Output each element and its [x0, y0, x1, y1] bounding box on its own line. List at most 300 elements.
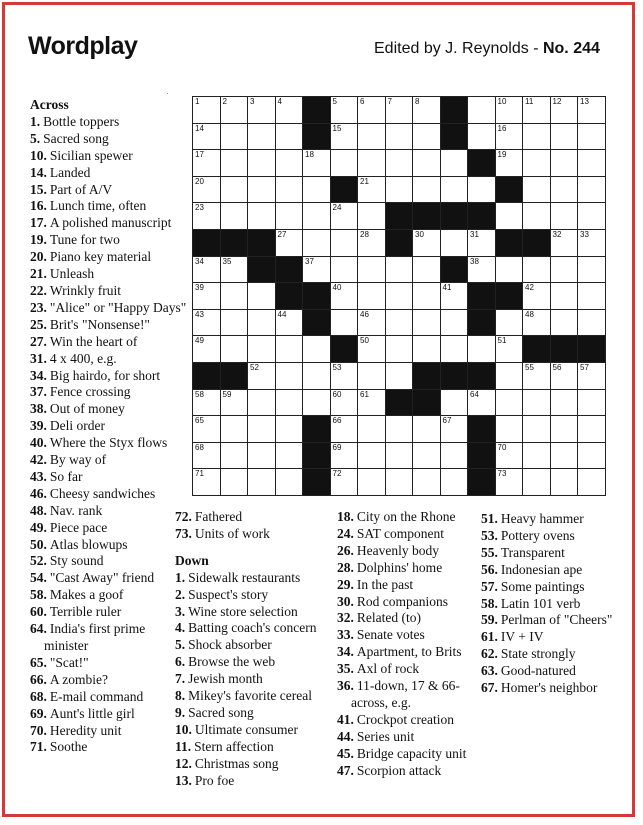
clue-number: 20.: [30, 249, 47, 265]
black-square: [330, 335, 359, 363]
grid-cell[interactable]: [577, 415, 606, 443]
clue-number: 56.: [481, 561, 498, 577]
grid-cell[interactable]: [495, 389, 524, 417]
grid-cell[interactable]: [550, 389, 579, 417]
clue-item: [30, 570, 190, 587]
grid-cell[interactable]: [192, 123, 221, 151]
clue-number: 68.: [30, 688, 47, 704]
grid-cell[interactable]: [495, 256, 524, 284]
grid-cell[interactable]: [440, 335, 469, 363]
clue-item: [30, 266, 190, 283]
grid-cell[interactable]: [275, 229, 304, 257]
cell-number: 35: [222, 256, 232, 266]
clue-text: 4 x 400, e.g.: [49, 350, 117, 366]
clue-item: [337, 729, 477, 746]
grid-cell[interactable]: [412, 96, 441, 124]
cell-number: 21: [360, 176, 369, 186]
grid-cell[interactable]: [330, 282, 359, 310]
grid-cell[interactable]: [577, 282, 606, 310]
cell-number: 55: [525, 363, 534, 372]
grid-cell[interactable]: [275, 123, 304, 151]
grid-cell[interactable]: [357, 468, 386, 496]
grid-cell[interactable]: [495, 309, 524, 337]
clue-item: [30, 706, 190, 723]
black-square: [275, 256, 304, 284]
grid-cell[interactable]: [385, 149, 414, 177]
clue-number: 14.: [30, 164, 47, 180]
clue-text: Related (to): [356, 610, 421, 626]
black-square: [302, 309, 331, 337]
grid-cell[interactable]: [330, 362, 359, 390]
clue-text: Where the Styx flows: [49, 435, 168, 451]
grid-cell[interactable]: [467, 123, 496, 151]
grid-cell[interactable]: [440, 149, 469, 177]
grid-cell[interactable]: [495, 202, 524, 230]
black-square: [467, 202, 496, 230]
grid-cell[interactable]: [385, 362, 414, 390]
grid-cell[interactable]: [330, 149, 359, 177]
grid-cell[interactable]: [330, 309, 359, 337]
grid-cell[interactable]: [522, 123, 551, 151]
grid-cell[interactable]: [577, 149, 606, 177]
clue-number: 16.: [30, 198, 47, 214]
clue-item: [337, 678, 477, 712]
grid-cell[interactable]: [357, 415, 386, 443]
grid-cell[interactable]: [412, 229, 441, 257]
clue-item: [175, 620, 335, 637]
grid-cell[interactable]: [385, 309, 414, 337]
clue-text: Pro foe: [194, 772, 235, 788]
grid-cell[interactable]: [247, 415, 276, 443]
grid-cell[interactable]: [192, 415, 221, 443]
clue-number: 48.: [30, 502, 47, 518]
cell-number: 23: [195, 203, 204, 213]
grid-cell[interactable]: [522, 256, 551, 284]
grid-cell[interactable]: [495, 442, 524, 470]
grid-cell[interactable]: [302, 229, 331, 257]
grid-cell[interactable]: [550, 256, 579, 284]
grid-cell[interactable]: [522, 468, 551, 496]
grid-cell[interactable]: [192, 256, 221, 284]
grid-cell[interactable]: [247, 309, 276, 337]
clue-number: 28.: [337, 559, 354, 575]
grid-cell[interactable]: [220, 123, 249, 151]
clue-number: 17.: [30, 215, 47, 231]
grid-cell[interactable]: [412, 123, 441, 151]
clue-text: Deli order: [49, 418, 105, 434]
grid-cell[interactable]: [550, 468, 579, 496]
black-square: [440, 362, 469, 390]
grid-cell[interactable]: [577, 229, 606, 257]
grid-cell[interactable]: [275, 442, 304, 470]
grid-cell[interactable]: [302, 362, 331, 390]
clue-text: Cheesy sandwiches: [49, 485, 156, 501]
grid-cell[interactable]: [330, 123, 359, 151]
grid-cell[interactable]: [577, 256, 606, 284]
grid-cell[interactable]: [192, 202, 221, 230]
grid-cell[interactable]: [550, 229, 579, 257]
clue-number: 73.: [175, 525, 192, 541]
grid-cell[interactable]: [522, 309, 551, 337]
grid-cell[interactable]: [357, 362, 386, 390]
cell-number: 37: [305, 256, 314, 266]
black-square: [385, 202, 414, 230]
grid-cell[interactable]: [467, 176, 496, 204]
grid-cell[interactable]: [550, 309, 579, 337]
black-square: [522, 335, 551, 363]
grid-cell[interactable]: [247, 176, 276, 204]
grid-cell[interactable]: [522, 202, 551, 230]
grid-cell[interactable]: [385, 442, 414, 470]
clue-item: [30, 334, 190, 351]
clue-text: Dolphins' home: [356, 559, 443, 575]
grid-cell[interactable]: [440, 415, 469, 443]
clue-text: Heredity unit: [49, 722, 122, 738]
grid-cell[interactable]: [275, 309, 304, 337]
grid-cell[interactable]: [577, 362, 606, 390]
clue-item: [481, 511, 626, 528]
clue-text: City on the Rhone: [356, 509, 456, 524]
grid-cell[interactable]: [220, 202, 249, 230]
grid-cell[interactable]: [247, 335, 276, 363]
grid-cell[interactable]: [302, 389, 331, 417]
cell-number: 58: [195, 389, 204, 399]
clues-column-2: [175, 509, 335, 790]
clue-item: [175, 756, 335, 773]
clue-number: 71.: [30, 739, 47, 755]
cell-number: 38: [470, 256, 479, 266]
grid-cell[interactable]: [550, 415, 579, 443]
black-square: [412, 362, 441, 390]
issue-number: No. 244: [542, 40, 600, 57]
clue-number: 63.: [481, 663, 498, 679]
grid-cell[interactable]: [330, 442, 359, 470]
grid-cell[interactable]: [495, 123, 524, 151]
grid-cell[interactable]: [220, 96, 249, 124]
grid-cell[interactable]: [357, 442, 386, 470]
grid-cell[interactable]: [220, 335, 249, 363]
grid-cell[interactable]: [412, 415, 441, 443]
grid-cell[interactable]: [247, 389, 276, 417]
clue-item: [481, 680, 626, 697]
grid-cell[interactable]: [330, 256, 359, 284]
cell-number: 69: [332, 442, 342, 452]
grid-cell[interactable]: [385, 468, 414, 496]
grid-cell[interactable]: [357, 389, 386, 417]
grid-cell[interactable]: [220, 415, 249, 443]
clue-text: Apartment, to Brits: [356, 644, 462, 660]
grid-cell[interactable]: [192, 309, 221, 337]
grid-cell[interactable]: [357, 176, 386, 204]
cell-number: 12: [552, 97, 562, 106]
cell-number: 28: [360, 230, 369, 239]
clue-text: Christmas song: [194, 755, 279, 771]
clue-number: 62.: [481, 646, 498, 662]
grid-cell[interactable]: [357, 202, 386, 230]
grid-cell[interactable]: [522, 149, 551, 177]
clue-item: [481, 646, 626, 663]
grid-cell[interactable]: [247, 362, 276, 390]
grid-cell[interactable]: [550, 202, 579, 230]
cell-number: 16: [497, 123, 507, 133]
clue-text: Stern affection: [194, 738, 274, 754]
black-square: [192, 229, 221, 257]
grid-cell[interactable]: [440, 309, 469, 337]
black-square: [302, 96, 331, 124]
grid-cell[interactable]: [357, 335, 386, 363]
grid-cell[interactable]: [220, 468, 249, 496]
grid-cell[interactable]: [522, 176, 551, 204]
clue-number: 13.: [175, 772, 192, 788]
grid-cell[interactable]: [577, 96, 606, 124]
clue-number: 18.: [337, 509, 354, 524]
clue-text: In the past: [356, 576, 414, 592]
cell-number: 19: [497, 150, 507, 160]
grid-cell[interactable]: [385, 96, 414, 124]
grid-cell[interactable]: [330, 96, 359, 124]
clue-item: [30, 215, 190, 232]
grid-cell[interactable]: [550, 362, 579, 390]
grid-cell[interactable]: [385, 335, 414, 363]
black-square: [495, 229, 524, 257]
clue-item: [30, 368, 190, 385]
grid-cell[interactable]: [522, 389, 551, 417]
grid-cell[interactable]: [440, 468, 469, 496]
grid-cell[interactable]: [357, 96, 386, 124]
grid-cell[interactable]: [302, 149, 331, 177]
clue-text: Landed: [49, 164, 91, 180]
clue-text: Part of A/V: [49, 181, 113, 197]
clue-number: 11.: [175, 738, 192, 754]
clue-item: [30, 232, 190, 249]
grid-cell[interactable]: [385, 256, 414, 284]
black-square: [467, 362, 496, 390]
clue-number: 58.: [481, 595, 498, 611]
grid-cell[interactable]: [330, 389, 359, 417]
black-square: [440, 256, 469, 284]
clue-item: [30, 148, 190, 165]
grid-cell[interactable]: [412, 309, 441, 337]
grid-cell[interactable]: [330, 202, 359, 230]
grid-cell[interactable]: [550, 282, 579, 310]
grid-cell[interactable]: [577, 123, 606, 151]
grid-cell[interactable]: [357, 149, 386, 177]
grid-cell[interactable]: [247, 123, 276, 151]
grid-cell[interactable]: [550, 123, 579, 151]
grid-cell[interactable]: [522, 96, 551, 124]
grid-cell[interactable]: [467, 335, 496, 363]
cell-number: 60: [332, 389, 342, 399]
grid-cell[interactable]: [220, 309, 249, 337]
grid-cell[interactable]: [467, 96, 496, 124]
grid-cell[interactable]: [522, 442, 551, 470]
clue-item: [30, 198, 190, 215]
grid-cell[interactable]: [330, 415, 359, 443]
grid-cell[interactable]: [440, 442, 469, 470]
black-square: [467, 282, 496, 310]
clue-item: [30, 182, 190, 199]
grid-cell[interactable]: [550, 96, 579, 124]
grid-cell[interactable]: [495, 415, 524, 443]
clue-text: Suspect's story: [188, 586, 269, 602]
grid-cell[interactable]: [577, 442, 606, 470]
black-square: [302, 415, 331, 443]
grid-cell[interactable]: [275, 149, 304, 177]
clue-number: 10.: [175, 721, 192, 737]
grid-cell[interactable]: [495, 468, 524, 496]
grid-cell[interactable]: [440, 282, 469, 310]
grid-cell[interactable]: [522, 362, 551, 390]
grid-cell[interactable]: [495, 96, 524, 124]
clue-item: [30, 131, 190, 148]
grid-cell[interactable]: [412, 256, 441, 284]
clue-item: [337, 509, 477, 526]
grid-cell[interactable]: [275, 415, 304, 443]
grid-cell[interactable]: [192, 282, 221, 310]
clue-item: [175, 688, 335, 705]
grid-cell[interactable]: [357, 256, 386, 284]
grid-cell[interactable]: [275, 468, 304, 496]
grid-cell[interactable]: [495, 362, 524, 390]
grid-cell[interactable]: [440, 229, 469, 257]
grid-cell[interactable]: [577, 389, 606, 417]
clue-number: 9.: [175, 704, 186, 720]
down-heading: Down: [175, 552, 209, 568]
grid-cell[interactable]: [247, 96, 276, 124]
clue-text: Ultimate consumer: [194, 721, 298, 737]
grid-cell[interactable]: [577, 176, 606, 204]
clue-number: 60.: [30, 604, 47, 620]
grid-cell[interactable]: [275, 96, 304, 124]
grid-cell[interactable]: [577, 309, 606, 337]
grid-cell[interactable]: [192, 335, 221, 363]
grid-cell[interactable]: [192, 149, 221, 177]
black-square: [302, 442, 331, 470]
grid-cell[interactable]: [357, 282, 386, 310]
clue-text: Pottery ovens: [500, 527, 575, 543]
grid-cell[interactable]: [467, 389, 496, 417]
grid-cell[interactable]: [522, 282, 551, 310]
grid-cell[interactable]: [220, 176, 249, 204]
grid-cell[interactable]: [440, 176, 469, 204]
grid-cell[interactable]: [275, 202, 304, 230]
grid-cell[interactable]: [550, 149, 579, 177]
grid-cell[interactable]: [495, 149, 524, 177]
cell-number: 65: [195, 416, 204, 426]
clue-text: Heavenly body: [356, 542, 439, 558]
grid-cell[interactable]: [247, 442, 276, 470]
clue-text: Brit's "Nonsense!": [49, 316, 150, 332]
clue-text: Latin 101 verb: [500, 595, 581, 611]
cell-number: 7: [387, 97, 392, 106]
grid-cell[interactable]: [495, 335, 524, 363]
grid-cell[interactable]: [412, 335, 441, 363]
cell-number: 32: [552, 230, 562, 239]
grid-cell[interactable]: [220, 282, 249, 310]
clue-number: 10.: [30, 147, 47, 163]
grid-cell[interactable]: [467, 256, 496, 284]
grid-cell[interactable]: [357, 123, 386, 151]
grid-cell[interactable]: [302, 256, 331, 284]
clue-item: [337, 526, 477, 543]
cell-number: 57: [580, 363, 589, 372]
grid-cell[interactable]: [247, 468, 276, 496]
grid-cell[interactable]: [412, 442, 441, 470]
grid-cell[interactable]: [357, 229, 386, 257]
black-square: [467, 442, 496, 470]
grid-cell[interactable]: [302, 202, 331, 230]
grid-cell[interactable]: [577, 202, 606, 230]
grid-cell[interactable]: [220, 442, 249, 470]
grid-cell[interactable]: [330, 468, 359, 496]
grid-cell[interactable]: [522, 415, 551, 443]
clue-item: [481, 528, 626, 545]
clue-number: 43.: [30, 468, 47, 484]
grid-cell[interactable]: [412, 468, 441, 496]
grid-cell[interactable]: [220, 256, 249, 284]
clue-text: SAT component: [356, 525, 444, 541]
clue-item: [30, 300, 190, 317]
grid-cell[interactable]: [385, 123, 414, 151]
cell-number: 49: [195, 336, 204, 346]
grid-cell[interactable]: [467, 229, 496, 257]
grid-cell[interactable]: [192, 442, 221, 470]
grid-cell[interactable]: [440, 389, 469, 417]
grid-cell[interactable]: [385, 415, 414, 443]
grid-cell[interactable]: [550, 442, 579, 470]
clue-number: 67.: [481, 680, 498, 696]
grid-cell[interactable]: [192, 468, 221, 496]
grid-cell[interactable]: [275, 335, 304, 363]
grid-cell[interactable]: [577, 468, 606, 496]
grid-cell[interactable]: [192, 176, 221, 204]
clue-number: 27.: [30, 333, 47, 349]
grid-cell[interactable]: [412, 282, 441, 310]
clue-number: 5.: [175, 637, 186, 653]
clue-number: 24.: [337, 525, 354, 541]
clue-item: [337, 661, 477, 678]
grid-cell[interactable]: [275, 389, 304, 417]
grid-cell[interactable]: [412, 176, 441, 204]
grid-cell[interactable]: [385, 282, 414, 310]
grid-cell[interactable]: [247, 149, 276, 177]
grid-cell[interactable]: [192, 389, 221, 417]
grid-cell[interactable]: [385, 176, 414, 204]
grid-cell[interactable]: [220, 149, 249, 177]
grid-cell[interactable]: [357, 309, 386, 337]
grid-cell[interactable]: [275, 176, 304, 204]
clue-item: [337, 594, 477, 611]
registration-mark: ·: [166, 88, 169, 98]
grid-cell[interactable]: [412, 149, 441, 177]
grid-cell[interactable]: [220, 389, 249, 417]
black-square: [385, 389, 414, 417]
grid-cell[interactable]: [302, 335, 331, 363]
clue-text: Bridge capacity unit: [356, 745, 467, 761]
grid-cell[interactable]: [247, 202, 276, 230]
clue-number: 42.: [30, 452, 47, 468]
clue-number: 39.: [30, 418, 47, 434]
grid-cell[interactable]: [550, 176, 579, 204]
grid-cell[interactable]: [192, 96, 221, 124]
grid-cell[interactable]: [302, 176, 331, 204]
grid-cell[interactable]: [275, 362, 304, 390]
clue-text: Fathered: [194, 509, 243, 524]
grid-cell[interactable]: [247, 282, 276, 310]
clue-text: Win the heart of: [49, 333, 138, 349]
grid-cell[interactable]: [330, 229, 359, 257]
clue-item: [175, 526, 335, 543]
